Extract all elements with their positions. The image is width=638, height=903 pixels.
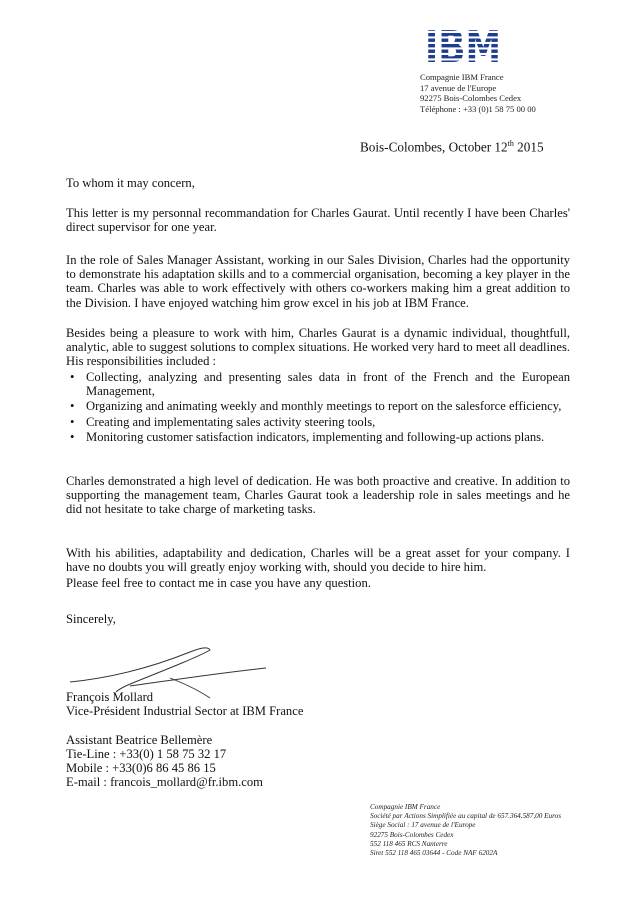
list-item: • Organizing and animating weekly and monthly meetings to report on the salesforce efficiency, bbox=[66, 399, 570, 413]
footer-line: Compagnie IBM France bbox=[370, 803, 441, 811]
handwritten-signature bbox=[70, 638, 270, 698]
company-address bbox=[420, 72, 536, 114]
paragraph-contact-invite: Please feel free to contact me in case you have any question. bbox=[66, 576, 371, 590]
paragraph-role: In the role of Sales Manager Assistant, working in our Sales Division, Charles had the opportunity to demonstrate his adaptation skills and to a commercial organisation, becoming a key player in the team. Charles was able to work effectively with others co-workers making him a great addition to the Division. I have enjoyed watching him grow excel in his job at IBM France. bbox=[66, 253, 570, 310]
date-prefix: Bois-Colombes, October 12 bbox=[360, 139, 508, 155]
footer-line: Société par Actions Simplifiée au capital de 657.364.587,00 Euros bbox=[370, 812, 562, 821]
footer-line: Siège Social : 17 avenue de l'Europe bbox=[370, 821, 476, 830]
sign-off: Sincerely, bbox=[66, 612, 116, 626]
tie-line: Tie-Line : +33(0) 1 58 75 32 17 bbox=[66, 747, 227, 761]
date-year: 2015 bbox=[513, 139, 544, 155]
mobile-number: Mobile : +33(0)6 86 45 86 15 bbox=[66, 761, 216, 775]
responsibilities-list bbox=[66, 370, 570, 445]
ibm-logo bbox=[424, 22, 502, 66]
signatory-title: Vice-Président Industrial Sector at IBM France bbox=[66, 704, 304, 718]
company-footer bbox=[370, 803, 561, 858]
email-address: E-mail : francois_mollard@fr.ibm.com bbox=[66, 775, 263, 789]
paragraph-dedication: Charles demonstrated a high level of dedication. He was both proactive and creative. In addition to supporting the management team, Charles Gaurat took a leadership role in sales meetings and he did not hesitate to take charge of marketing tasks. bbox=[66, 474, 570, 517]
footer-line: Siret 552 118 465 03644 - Code NAF 6202A bbox=[370, 849, 498, 858]
signatory-name: François Mollard bbox=[66, 690, 154, 704]
address-line: 17 avenue de l'Europe bbox=[420, 82, 497, 93]
footer-line: 92275 Bois-Colombes Cedex bbox=[370, 830, 454, 839]
paragraph-abilities: With his abilities, adaptability and dedication, Charles will be a great asset for your company. I have no doubts you will greatly enjoy working with, should you decide to hire him. bbox=[66, 546, 570, 575]
date-suffix: th bbox=[507, 139, 514, 148]
address-line: Compagnie IBM France bbox=[420, 72, 504, 82]
address-line: Téléphone : +33 (0)1 58 75 00 00 bbox=[420, 103, 536, 114]
paragraph-qualities: Besides being a pleasure to work with him, Charles Gaurat is a dynamic individual, thoughtfull, analytic, able to suggest solutions to complex situations. He worked very hard to meet all deadlines. His responsibilities included : bbox=[66, 326, 570, 369]
list-item: • Creating and implementating sales activity steering tools, bbox=[66, 415, 570, 429]
letter-date bbox=[360, 139, 544, 155]
address-line: 92275 Bois-Colombes Cedex bbox=[420, 93, 522, 104]
list-item: • Monitoring customer satisfaction indicators, implementing and following-up actions plans. bbox=[66, 430, 570, 444]
paragraph-intro: This letter is my personnal recommandation for Charles Gaurat. Until recently I have been Charles' direct supervisor for one year. bbox=[66, 206, 570, 235]
assistant-name: Assistant Beatrice Bellemère bbox=[66, 733, 213, 747]
salutation: To whom it may concern, bbox=[66, 176, 195, 190]
list-item: • Collecting, analyzing and presenting sales data in front of the French and the European Management, bbox=[66, 370, 570, 398]
footer-line: 552 118 465 RCS Nanterre bbox=[370, 839, 448, 848]
